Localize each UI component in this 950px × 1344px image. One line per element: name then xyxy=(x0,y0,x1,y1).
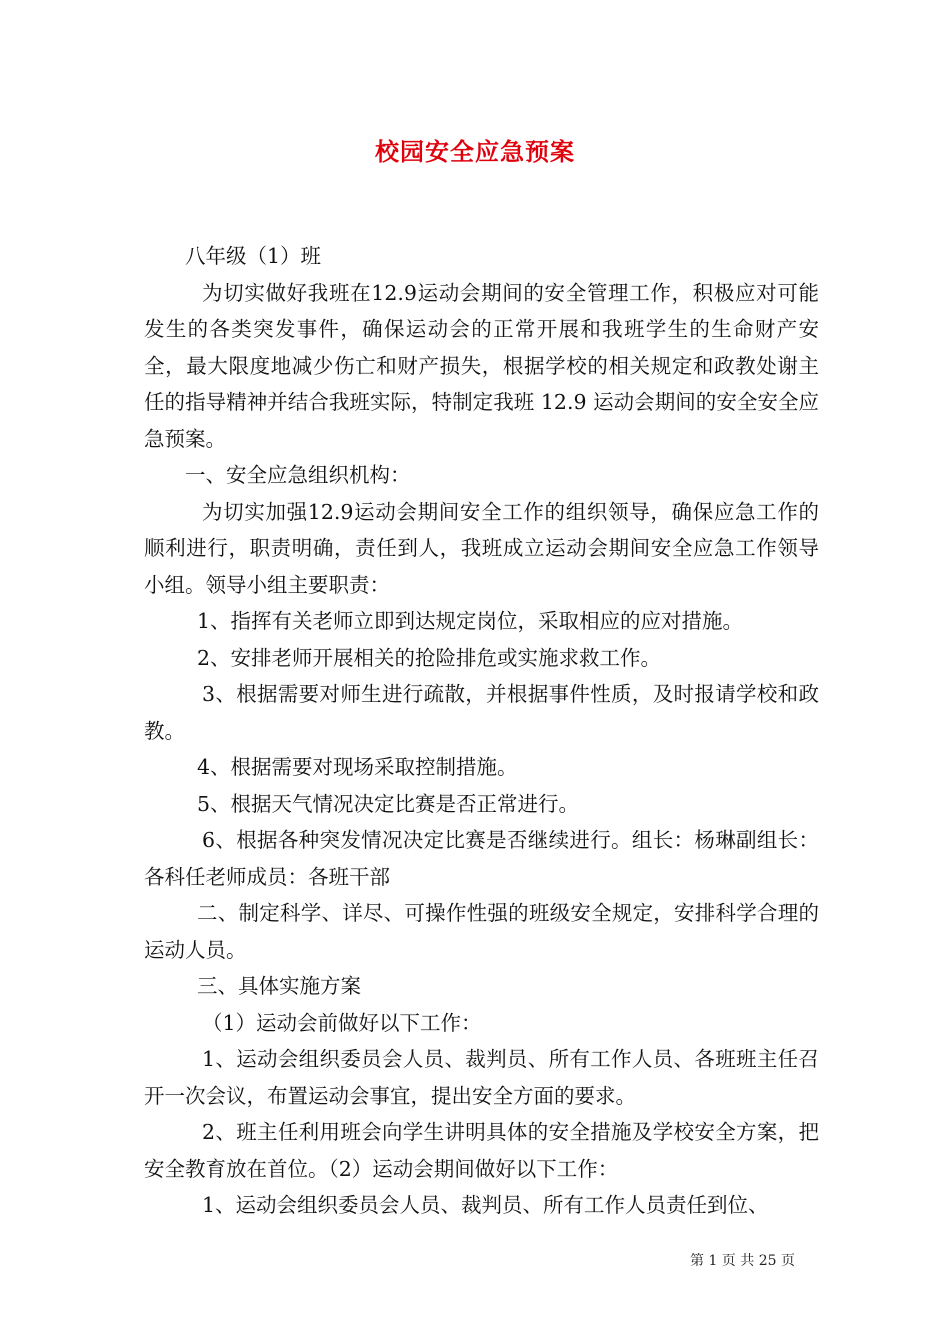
section-heading: 二、制定科学、详尽、可操作性强的班级安全规定，安排科学合理的运动人员。 xyxy=(144,901,819,962)
list-item: 1、指挥有关老师立即到达规定岗位，采取相应的应对措施。 xyxy=(197,609,744,633)
list-item: 1、运动会组织委员会人员、裁判员、所有工作人员、各班班主任召开一次会议，布置运动会事宜，提出安全方面的要求。 xyxy=(144,1047,819,1108)
paragraph: 为切实加强12.9运动会期间安全工作的组织领导，确保应急工作的顺利进行，职责明确，责任到人，我班成立运动会期间安全应急工作领导小组。领导小组主要职责： xyxy=(144,499,819,597)
class-label: 八年级（1）班 xyxy=(185,244,322,268)
page-footer: 第 1 页 共 25 页 xyxy=(690,1253,795,1269)
list-item: 6、根据各种突发情况决定比赛是否继续进行。组长：杨琳副组长：各科任老师成员：各班干部 xyxy=(144,828,819,889)
list-item: 3、根据需要对师生进行疏散，并根据事件性质，及时报请学校和政教。 xyxy=(144,682,819,743)
list-item: 2、安排老师开展相关的抢险排危或实施求救工作。 xyxy=(197,645,662,670)
list-item: 2、班主任利用班会向学生讲明具体的安全措施及学校安全方案，把安全教育放在首位。（2）运动会期间做好以下工作： xyxy=(144,1120,819,1181)
document-title: 校园安全应急预案 xyxy=(375,137,575,166)
subsection-heading: （1）运动会前做好以下工作： xyxy=(202,1010,482,1035)
section-heading: 一、安全应急组织机构： xyxy=(185,463,411,487)
list-item: 5、根据天气情况决定比赛是否正常进行。 xyxy=(197,791,580,816)
list-item: 1、运动会组织委员会人员、裁判员、所有工作人员责任到位、 xyxy=(202,1193,769,1217)
list-item: 4、根据需要对现场采取控制措施。 xyxy=(197,755,518,779)
document-body xyxy=(144,238,819,1224)
section-heading: 三、具体实施方案 xyxy=(197,974,361,998)
paragraph: 为切实做好我班在12.9运动会期间的安全管理工作，积极应对可能发生的各类突发事件，确保运动会的正常开展和我班学生的生命财产安全，最大限度地减少伤亡和财产损失，根据学校的相关规定和政教处谢主任的指导精神并结合我班实际，特制定我班 12.9 运动会期间的安全安全应急预案。 xyxy=(144,280,819,451)
